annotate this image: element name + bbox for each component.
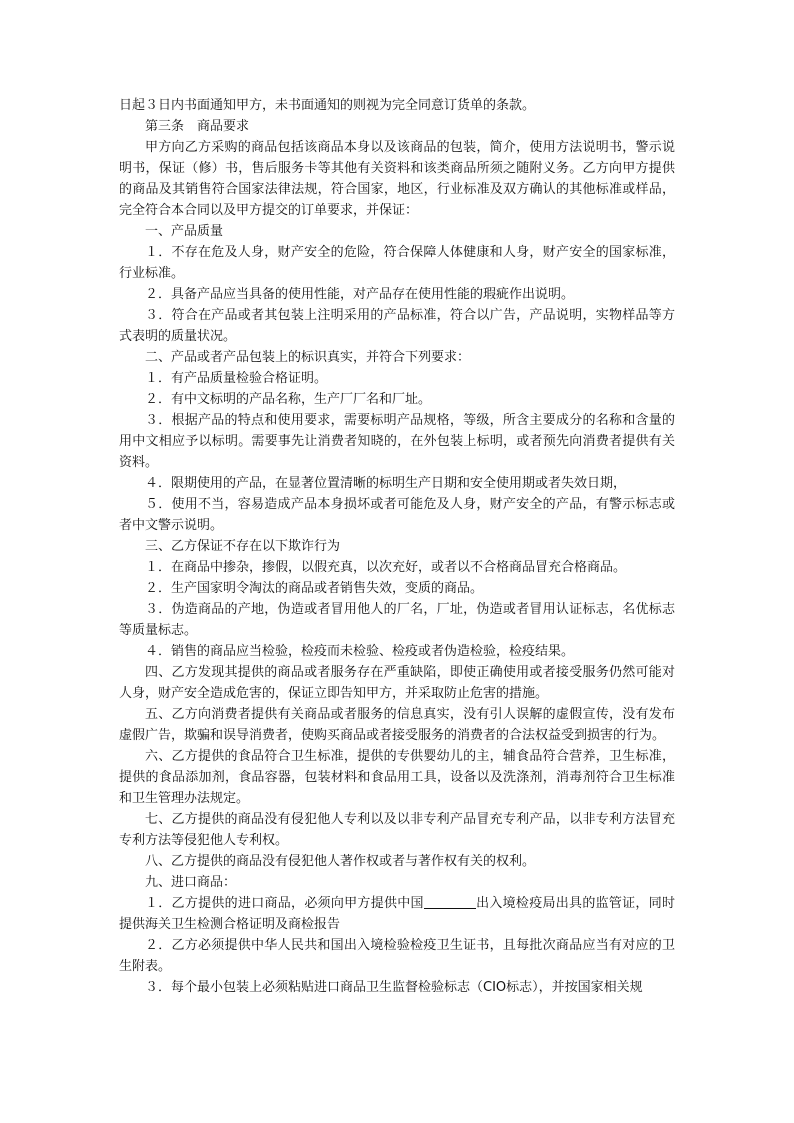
list-item: ３．每个最小包装上必须粘贴进口商品卫生监督检验标志（CIO标志），并按国家相关规 xyxy=(145,980,643,995)
list-item: ２．生产国家明令淘汰的商品或者销售失效，变质的商品。 xyxy=(145,581,484,596)
article-heading: 第三条 商品要求 xyxy=(145,119,250,134)
paragraph: 甲方向乙方采购的商品包括该商品本身以及该商品的包装，简介，使用方法说明书，警示说明书，保证（修）书，售后服务卡等其他有关资料和该类商品所须之随附义务。乙方向甲方提供的商品及其销售符合国家法律法规，符合国家，地区，行业标准及双方确认的其他标准或样品，完全符合本合同以及甲方提交的订单要求，并保证： xyxy=(119,140,675,218)
list-item: ３．根据产品的特点和使用要求，需要标明产品规格，等级，所含主要成分的名称和含量的用中文相应予以标明。需要事先让消费者知晓的，在外包装上标明，或者预先向消费者提供有关资料。 xyxy=(119,413,675,470)
list-item-with-blank xyxy=(119,893,675,935)
section-paragraph: 六、乙方提供的食品符合卫生标准，提供的专供婴幼儿的主，辅食品符合营养，卫生标准，提供的食品添加剂，食品容器，包装材料和食品用工具，设备以及洗涤剂，消毒剂符合卫生标准和卫生管理办法规定。 xyxy=(119,749,675,806)
section-paragraph: 七、乙方提供的商品没有侵犯他人专利以及以非专利产品冒充专利产品，以非专利方法冒充专利方法等侵犯他人专利权。 xyxy=(119,812,675,848)
list-item: ２．具备产品应当具备的使用性能，对产品存在使用性能的瑕疵作出说明。 xyxy=(145,287,575,302)
list-item: １．不存在危及人身，财产安全的危险，符合保障人体健康和人身，财产安全的国家标准，行业标准。 xyxy=(119,245,675,281)
fill-in-blank xyxy=(424,894,476,909)
list-item-text-before: １．乙方提供的进口商品，必须向甲方提供中国 xyxy=(145,896,424,911)
list-item-text-after: 出入境检疫局出具的监管证，同时提供海关卫生检测合格证明及商检报告 xyxy=(119,896,675,932)
list-item: ４．销售的商品应当检验，检疫而未检验、检疫或者伪造检验，检疫结果。 xyxy=(145,644,575,659)
document-page xyxy=(119,95,675,998)
list-item: ４．限期使用的产品，在显著位置清晰的标明生产日期和安全使用期或者失效日期， xyxy=(145,476,627,491)
section-paragraph: 八、乙方提供的商品没有侵犯他人著作权或者与著作权有关的权利。 xyxy=(145,854,536,869)
list-item: ２．有中文标明的产品名称，生产厂厂名和厂址。 xyxy=(145,392,432,407)
list-item: １．有产品质量检验合格证明。 xyxy=(145,371,328,386)
section-paragraph: 四、乙方发现其提供的商品或者服务存在严重缺陷，即使正确使用或者接受服务仍然可能对人身，财产安全造成危害的，保证立即告知甲方，并采取防止危害的措施。 xyxy=(119,665,675,701)
list-item: ３．符合在产品或者其包装上注明采用的产品标准，符合以广告，产品说明，实物样品等方式表明的质量状况。 xyxy=(119,308,675,344)
section-heading: 三、乙方保证不存在以下欺诈行为 xyxy=(145,539,341,554)
section-heading: 九、进口商品： xyxy=(145,875,237,890)
section-heading: 一、产品质量 xyxy=(145,224,224,239)
paragraph-continuation: 日起３日内书面通知甲方，未书面通知的则视为完全同意订货单的条款。 xyxy=(119,98,536,113)
list-item: １．在商品中掺杂，掺假，以假充真，以次充好，或者以不合格商品冒充合格商品。 xyxy=(145,560,627,575)
list-item: ３．伪造商品的产地，伪造或者冒用他人的厂名，厂址，伪造或者冒用认证标志，名优标志等质量标志。 xyxy=(119,602,675,638)
section-heading: 二、产品或者产品包装上的标识真实，并符合下列要求： xyxy=(145,350,471,365)
section-paragraph: 五、乙方向消费者提供有关商品或者服务的信息真实，没有引人误解的虚假宣传，没有发布虚假广告，欺骗和误导消费者，使购买商品或者接受服务的消费者的合法权益受到损害的行为。 xyxy=(119,707,675,743)
list-item: ２．乙方必须提供中华人民共和国出入境检验检疫卫生证书，且每批次商品应当有对应的卫生附表。 xyxy=(119,938,675,974)
list-item: ５．使用不当，容易造成产品本身损坏或者可能危及人身，财产安全的产品，有警示标志或者中文警示说明。 xyxy=(119,497,675,533)
